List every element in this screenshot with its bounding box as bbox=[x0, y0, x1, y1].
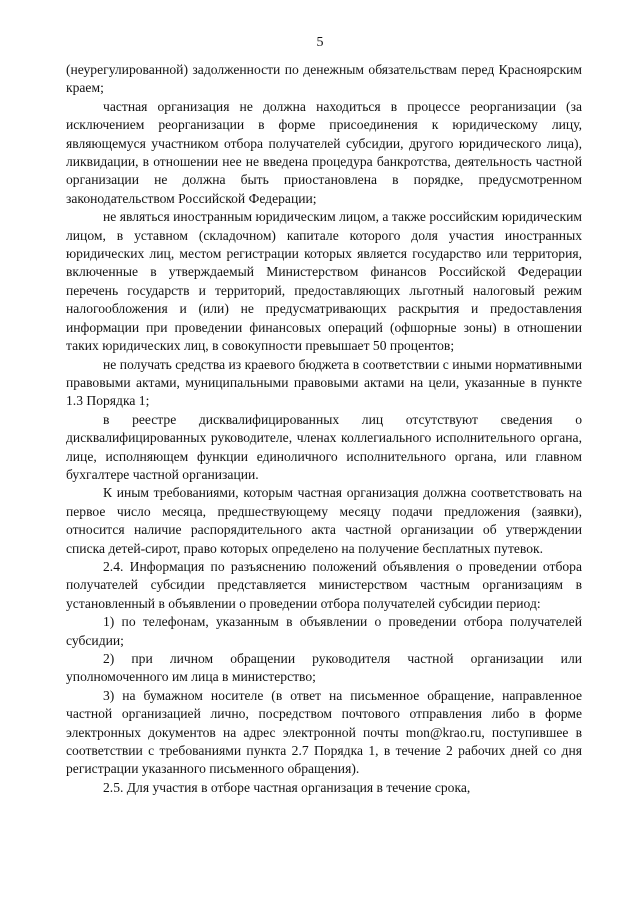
list-item-personal-visit: 2) при личном обращении руководителя частной организации или уполномоченного им лица в министерство; bbox=[66, 651, 582, 685]
paragraph-disqualified-registry: в реестре дисквалифицированных лиц отсутствуют сведения о дисквалифицированных руководителе, членах коллегиального исполнительного органа, лице, исполняющем функции единоличного исполнительного органа, или главном бухгалтере частной организации. bbox=[66, 411, 582, 482]
paragraph-budget-funds: не получать средства из краевого бюджета в соответствии с иными нормативными правовыми актами, муниципальными правовыми актами на цели, указанные в пункте 1.3 Порядка 1; bbox=[66, 356, 582, 409]
paragraph-foreign-entity: не являться иностранным юридическим лицом, а также российским юридическим лицом, в уставном (складочном) капитале которого доля участия иностранных юридических лиц, местом регистрации которых является государство или территория, включенные в утверждаемый Министерством финансов Российской Федерации перечень государств и территорий, предоставляющих льготный налоговый режим налогообложения и (или) не предусматривающих раскрытия и предоставления информации при проведении финансовых операций (офшорные зоны) в отношении таких юридических лиц, в совокупности превышает 50 процентов; bbox=[66, 209, 582, 354]
list-item-phone: 1) по телефонам, указанным в объявлении о проведении отбора получателей субсидии; bbox=[66, 614, 582, 648]
paragraph-2-5: 2.5. Для участия в отборе частная организация в течение срока, bbox=[103, 779, 471, 795]
document-body bbox=[66, 61, 582, 797]
list-item-paper-response: 3) на бумажном носителе (в ответ на письменное обращение, направленное частной организацией лично, посредством почтового отправления либо в форме электронных документов на адрес электронной почты mon@krao.ru, поступившее в соответствии с требованиями пункта 2.7 Порядка 1, в течение 2 рабочих дней со дня регистрации указанного письменного обращения). bbox=[66, 687, 582, 777]
paragraph-other-requirements: К иным требованиями, которым частная организация должна соответствовать на первое число месяца, предшествующему месяцу подачи предложения (заявки), относится наличие распорядительного акта частной организации об утверждении списка детей-сирот, право которых определено на получение бесплатных путевок. bbox=[66, 485, 582, 556]
paragraph-2-4: 2.4. Информация по разъяснению положений объявления о проведении отбора получателей субсидии представляется министерством частным организациям в установленный в объявлении о проведении отбора получателей субсидии период: bbox=[66, 558, 582, 611]
page-number: 5 bbox=[316, 35, 324, 50]
paragraph-reorganization: частная организация не должна находиться в процессе реорганизации (за исключением реорганизации в форме присоединения к юридическому лицу, являющемуся участником отбора получателей субсидии, другого юридического лица), ликвидации, в отношении нее не введена процедура банкротства, деятельность частной организации не должна быть приостановлена в порядке, предусмотренном законодательством Российской Федерации; bbox=[66, 98, 582, 206]
paragraph-debt-continuation: (неурегулированной) задолженности по денежным обязательствам перед Красноярским краем; bbox=[66, 62, 582, 96]
